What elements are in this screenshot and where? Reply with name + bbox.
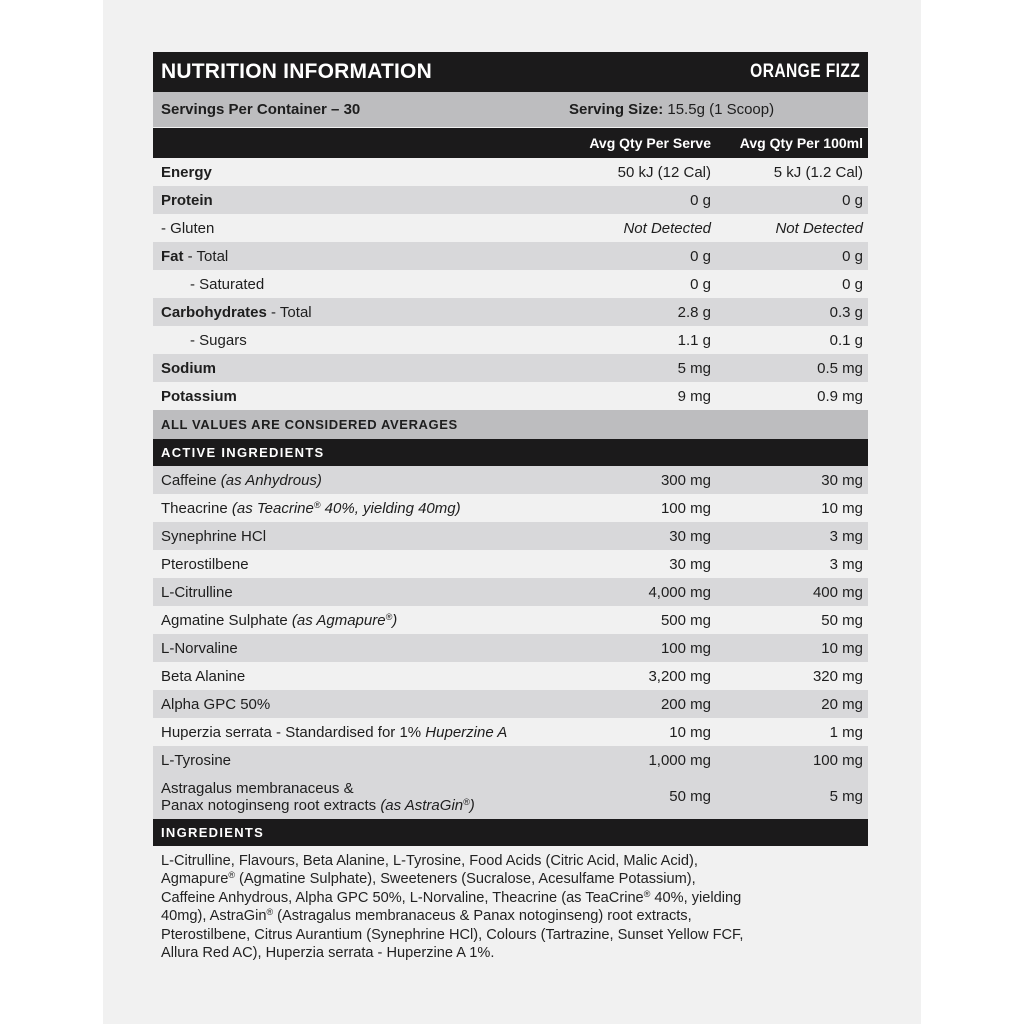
active-ingredient-label: Agmatine Sulphate (161, 611, 292, 629)
active-ingredient-italic: (as Teacrine® 40%, yielding 40mg) (231, 499, 461, 517)
nutrient-per-serve: 9 mg (677, 387, 711, 405)
nutrient-row (153, 298, 868, 326)
nutrient-name-rest: - Sugars (190, 331, 247, 349)
active-ingredients-table (153, 466, 868, 774)
ingredients-line: 40mg), AstraGin® (Astragalus membranaceus & Panax notoginseng) root extracts, (161, 907, 692, 925)
averages-note: ALL VALUES ARE CONSIDERED AVERAGES (153, 410, 868, 439)
active-ingredient-name (153, 668, 551, 685)
nutrient-name-rest: - Total (266, 303, 312, 321)
nutrient-name (153, 276, 551, 293)
active-ingredients-heading: ACTIVE INGREDIENTS (153, 439, 868, 466)
nutrient-per-100ml: 5 kJ (1.2 Cal) (773, 163, 863, 181)
nutrient-per-100ml: 0 g (842, 275, 863, 293)
astragin-italic: (as AstraGin®) (380, 796, 475, 814)
column-header-per-100ml: Avg Qty Per 100ml (739, 135, 863, 151)
astragin-name (153, 780, 551, 814)
active-per-100ml: 100 mg (812, 751, 863, 769)
active-per-serve: 4,000 mg (648, 583, 711, 601)
label-title: NUTRITION INFORMATION (161, 60, 432, 83)
astragin-per-100ml: 5 mg (829, 788, 863, 805)
nutrient-per-serve: 2.8 g (677, 303, 711, 321)
active-ingredient-name (153, 752, 551, 769)
nutrient-name-bold: Energy (161, 163, 212, 181)
active-ingredient-row (153, 494, 868, 522)
nutrient-row (153, 186, 868, 214)
serving-info-row (153, 92, 868, 127)
nutrient-table (153, 158, 868, 410)
active-ingredient-row (153, 522, 868, 550)
nutrient-name-rest: - Total (183, 247, 229, 265)
nutrient-per-serve: 1.1 g (677, 331, 711, 349)
nutrient-name (153, 304, 551, 321)
active-ingredient-label: L-Tyrosine (161, 751, 232, 769)
active-ingredient-label: Beta Alanine (161, 667, 246, 685)
nutrient-per-100ml: Not Detected (775, 219, 863, 237)
nutrient-per-100ml: 0.5 mg (817, 359, 863, 377)
active-per-100ml: 10 mg (821, 499, 863, 517)
active-ingredient-label: L-Citrulline (161, 583, 233, 601)
active-ingredient-name (153, 500, 551, 517)
active-per-100ml: 400 mg (812, 583, 863, 601)
nutrient-per-serve: 0 g (690, 247, 711, 265)
active-ingredient-row (153, 746, 868, 774)
active-per-serve: 300 mg (660, 471, 711, 489)
title-bar (153, 52, 868, 92)
active-ingredient-row (153, 606, 868, 634)
active-ingredient-name (153, 584, 551, 601)
active-ingredient-row (153, 690, 868, 718)
astragin-per-serve: 50 mg (669, 788, 711, 805)
nutrient-row (153, 242, 868, 270)
active-per-serve: 1,000 mg (648, 751, 711, 769)
nutrient-row (153, 382, 868, 410)
active-ingredient-name (153, 640, 551, 657)
active-ingredient-label: Caffeine (161, 471, 221, 489)
column-header-row (153, 128, 868, 158)
nutrient-row (153, 214, 868, 242)
active-per-serve: 30 mg (669, 527, 711, 545)
active-ingredient-row (153, 466, 868, 494)
active-ingredient-italic: (as Anhydrous) (220, 471, 322, 489)
active-per-serve: 3,200 mg (648, 667, 711, 685)
nutrient-per-serve: 0 g (690, 275, 711, 293)
active-ingredient-label: Synephrine HCl (161, 527, 267, 545)
active-ingredient-label: Pterostilbene (161, 555, 249, 573)
nutrient-name (153, 220, 551, 237)
nutrient-name-bold: Protein (161, 191, 213, 209)
active-per-100ml: 3 mg (829, 555, 863, 573)
active-per-100ml: 1 mg (829, 723, 863, 741)
nutrient-row (153, 158, 868, 186)
active-per-100ml: 30 mg (821, 471, 863, 489)
column-header-per-serve: Avg Qty Per Serve (589, 135, 711, 151)
active-ingredient-name (153, 528, 551, 545)
active-ingredient-label: Huperzia serrata - Standardised for 1% (161, 723, 426, 741)
ingredients-list (153, 846, 868, 962)
active-per-100ml: 10 mg (821, 639, 863, 657)
serving-size-value: 15.5g (1 Scoop) (667, 101, 775, 118)
nutrient-name (153, 248, 551, 265)
nutrient-per-serve: Not Detected (623, 219, 711, 237)
nutrient-name-bold: Sodium (161, 359, 216, 377)
nutrient-name (153, 360, 551, 377)
nutrient-row (153, 326, 868, 354)
ingredients-line: Allura Red AC), Huperzia serrata - Huperzine A 1%. (161, 945, 495, 962)
active-ingredient-italic: (as Agmapure®) (291, 611, 398, 629)
nutrient-per-serve: 0 g (690, 191, 711, 209)
active-ingredient-row (153, 634, 868, 662)
ingredients-line: Caffeine Anhydrous, Alpha GPC 50%, L-Norvaline, Theacrine (as TeaCrine® 40%, yielding (161, 888, 742, 906)
active-ingredient-name (153, 472, 551, 489)
ingredients-line: Agmapure® (Agmatine Sulphate), Sweeteners (Sucralose, Acesulfame Potassium), (161, 870, 696, 888)
active-ingredient-row (153, 550, 868, 578)
nutrient-name-rest: - Saturated (190, 275, 265, 293)
active-per-100ml: 3 mg (829, 527, 863, 545)
active-ingredient-name (153, 724, 551, 741)
astragin-row (153, 774, 868, 819)
nutrient-per-100ml: 0.9 mg (817, 387, 863, 405)
active-ingredient-name (153, 696, 551, 713)
active-per-100ml: 20 mg (821, 695, 863, 713)
nutrient-name (153, 164, 551, 181)
active-ingredient-italic: Huperzine A (425, 723, 508, 741)
active-per-serve: 100 mg (660, 499, 711, 517)
active-per-serve: 500 mg (660, 611, 711, 629)
astragin-line2: Panax notoginseng root extracts (161, 796, 381, 814)
nutrient-name (153, 332, 551, 349)
active-per-serve: 10 mg (669, 723, 711, 741)
serving-size-label: Serving Size: (569, 101, 664, 118)
active-ingredient-label: Alpha GPC 50% (161, 695, 271, 713)
nutrient-per-serve: 5 mg (677, 359, 711, 377)
nutrient-name-bold: Carbohydrates (161, 303, 267, 321)
active-ingredient-label: Theacrine (161, 499, 232, 517)
active-per-serve: 200 mg (660, 695, 711, 713)
nutrient-name (153, 192, 551, 209)
nutrition-label (153, 52, 868, 962)
nutrient-per-serve: 50 kJ (12 Cal) (617, 163, 711, 181)
astragin-line1: Astragalus membranaceus & (161, 779, 354, 797)
flavour-name: ORANGE FIZZ (749, 61, 860, 82)
nutrient-name-rest: - Gluten (161, 219, 215, 237)
serving-size (569, 101, 774, 118)
active-per-100ml: 50 mg (821, 611, 863, 629)
nutrient-per-100ml: 0.1 g (829, 331, 863, 349)
nutrient-row (153, 270, 868, 298)
active-ingredient-row (153, 578, 868, 606)
active-ingredient-label: L-Norvaline (161, 639, 238, 657)
ingredients-line: Pterostilbene, Citrus Aurantium (Synephrine HCl), Colours (Tartrazine, Sunset Yellow FCF, (161, 926, 744, 943)
active-ingredient-name (153, 556, 551, 573)
active-ingredient-name (153, 612, 551, 629)
active-per-serve: 100 mg (660, 639, 711, 657)
nutrient-name-bold: Potassium (161, 387, 237, 405)
nutrient-name-bold: Fat (161, 247, 184, 265)
ingredients-heading: INGREDIENTS (153, 819, 868, 846)
active-ingredient-row (153, 662, 868, 690)
nutrient-name (153, 388, 551, 405)
ingredients-line: L-Citrulline, Flavours, Beta Alanine, L-Tyrosine, Food Acids (Citric Acid, Malic Acid), (161, 853, 698, 869)
nutrient-row (153, 354, 868, 382)
active-per-serve: 30 mg (669, 555, 711, 573)
servings-per-container: Servings Per Container – 30 (161, 101, 361, 118)
nutrient-per-100ml: 0 g (842, 191, 863, 209)
nutrient-per-100ml: 0 g (842, 247, 863, 265)
active-ingredient-row (153, 718, 868, 746)
nutrient-per-100ml: 0.3 g (829, 303, 863, 321)
active-per-100ml: 320 mg (812, 667, 863, 685)
